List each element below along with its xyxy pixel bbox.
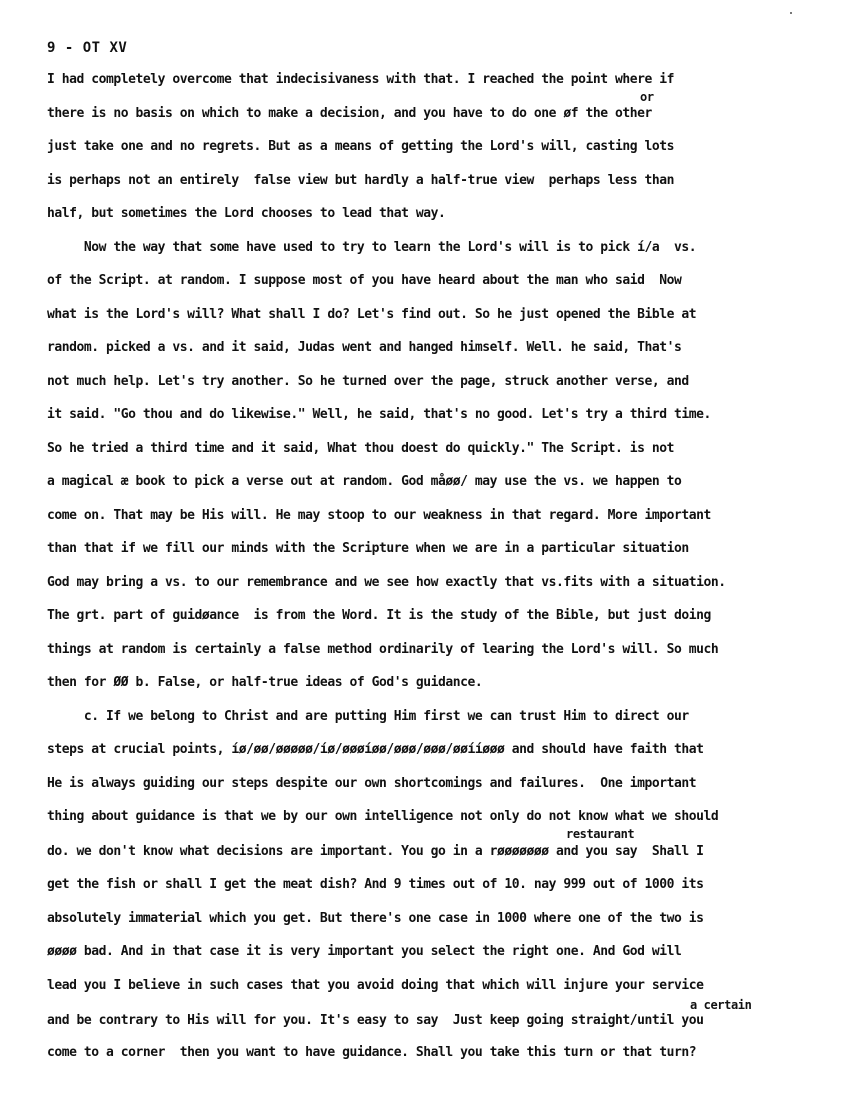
text-line: things at random is certainly a false method ordinarily of learing the Lord's will. So much (47, 642, 719, 657)
text-line: and be contrary to His will for you. It's easy to say Just keep going straight/until you (47, 1013, 704, 1028)
text-line: then for ØØ b. False, or half-true ideas of God's guidance. (47, 675, 483, 690)
text-line: than that if we fill our minds with the Scripture when we are in a particular situation (47, 541, 689, 556)
text-line: lead you I believe in such cases that you avoid doing that which will injure your service (47, 978, 704, 993)
text-line: come on. That may be His will. He may stoop to our weakness in that regard. More important (47, 508, 711, 523)
text-line: there is no basis on which to make a decision, and you have to do one øf the other (47, 106, 652, 121)
text-line: The grt. part of guidøance is from the Word. It is the study of the Bible, but just doing (47, 608, 711, 623)
text-line: get the fish or shall I get the meat dish? And 9 times out of 10. nay 999 out of 1000 its (47, 877, 704, 892)
text-line: He is always guiding our steps despite our own shortcomings and failures. One important (47, 776, 697, 791)
text-line: So he tried a third time and it said, What thou doest do quickly." The Script. is not (47, 441, 675, 456)
text-line: Now the way that some have used to try to learn the Lord's will is to pick í/a vs. (47, 240, 697, 255)
text-line: what is the Lord's will? What shall I do? Let's find out. So he just opened the Bible at (47, 307, 697, 322)
text-line: God may bring a vs. to our remembrance and we see how exactly that vs.fits with a situation. (47, 575, 726, 590)
text-line: I had completely overcome that indecisivaness with that. I reached the point where if (47, 72, 675, 87)
text-line: half, but sometimes the Lord chooses to lead that way. (47, 206, 446, 221)
text-line: do. we don't know what decisions are important. You go in a røøøøøøø and you say Shall I (47, 844, 704, 859)
text-line: steps at crucial points, íø/øø/øøøøø/íø/øøøíøø/øøø/øøø/øøííøøø and should have faith that (47, 742, 704, 757)
text-line: random. picked a vs. and it said, Judas went and hanged himself. Well. he said, That's (47, 340, 682, 355)
text-line: absolutely immaterial which you get. But there's one case in 1000 where one of the two is (47, 911, 704, 926)
text-line: just take one and no regrets. But as a means of getting the Lord's will, casting lots (47, 139, 675, 154)
text-line: thing about guidance is that we by our own intelligence not only do not know what we should (47, 809, 719, 824)
text-line: not much help. Let's try another. So he turned over the page, struck another verse, and (47, 374, 689, 389)
text-line: is perhaps not an entirely false view but hardly a half-true view perhaps less than (47, 173, 675, 188)
insertion-a-certain: a certain (690, 998, 752, 1012)
text-line: c. If we belong to Christ and are putting Him first we can trust Him to direct our (47, 709, 689, 724)
text-line: of the Script. at random. I suppose most of you have heard about the man who said Now (47, 273, 682, 288)
scan-speck (790, 12, 792, 14)
insertion-or: or (640, 90, 654, 104)
text-line: come to a corner then you want to have guidance. Shall you take this turn or that turn? (47, 1045, 697, 1060)
text-line: øøøø bad. And in that case it is very important you select the right one. And God will (47, 944, 682, 959)
text-line: it said. "Go thou and do likewise." Well, he said, that's no good. Let's try a third time. (47, 407, 711, 422)
text-line: a magical æ book to pick a verse out at random. God måøø/ may use the vs. we happen to (47, 474, 682, 489)
insertion-restaurant: restaurant (566, 827, 635, 841)
page-header: 9 - OT XV (47, 40, 128, 56)
